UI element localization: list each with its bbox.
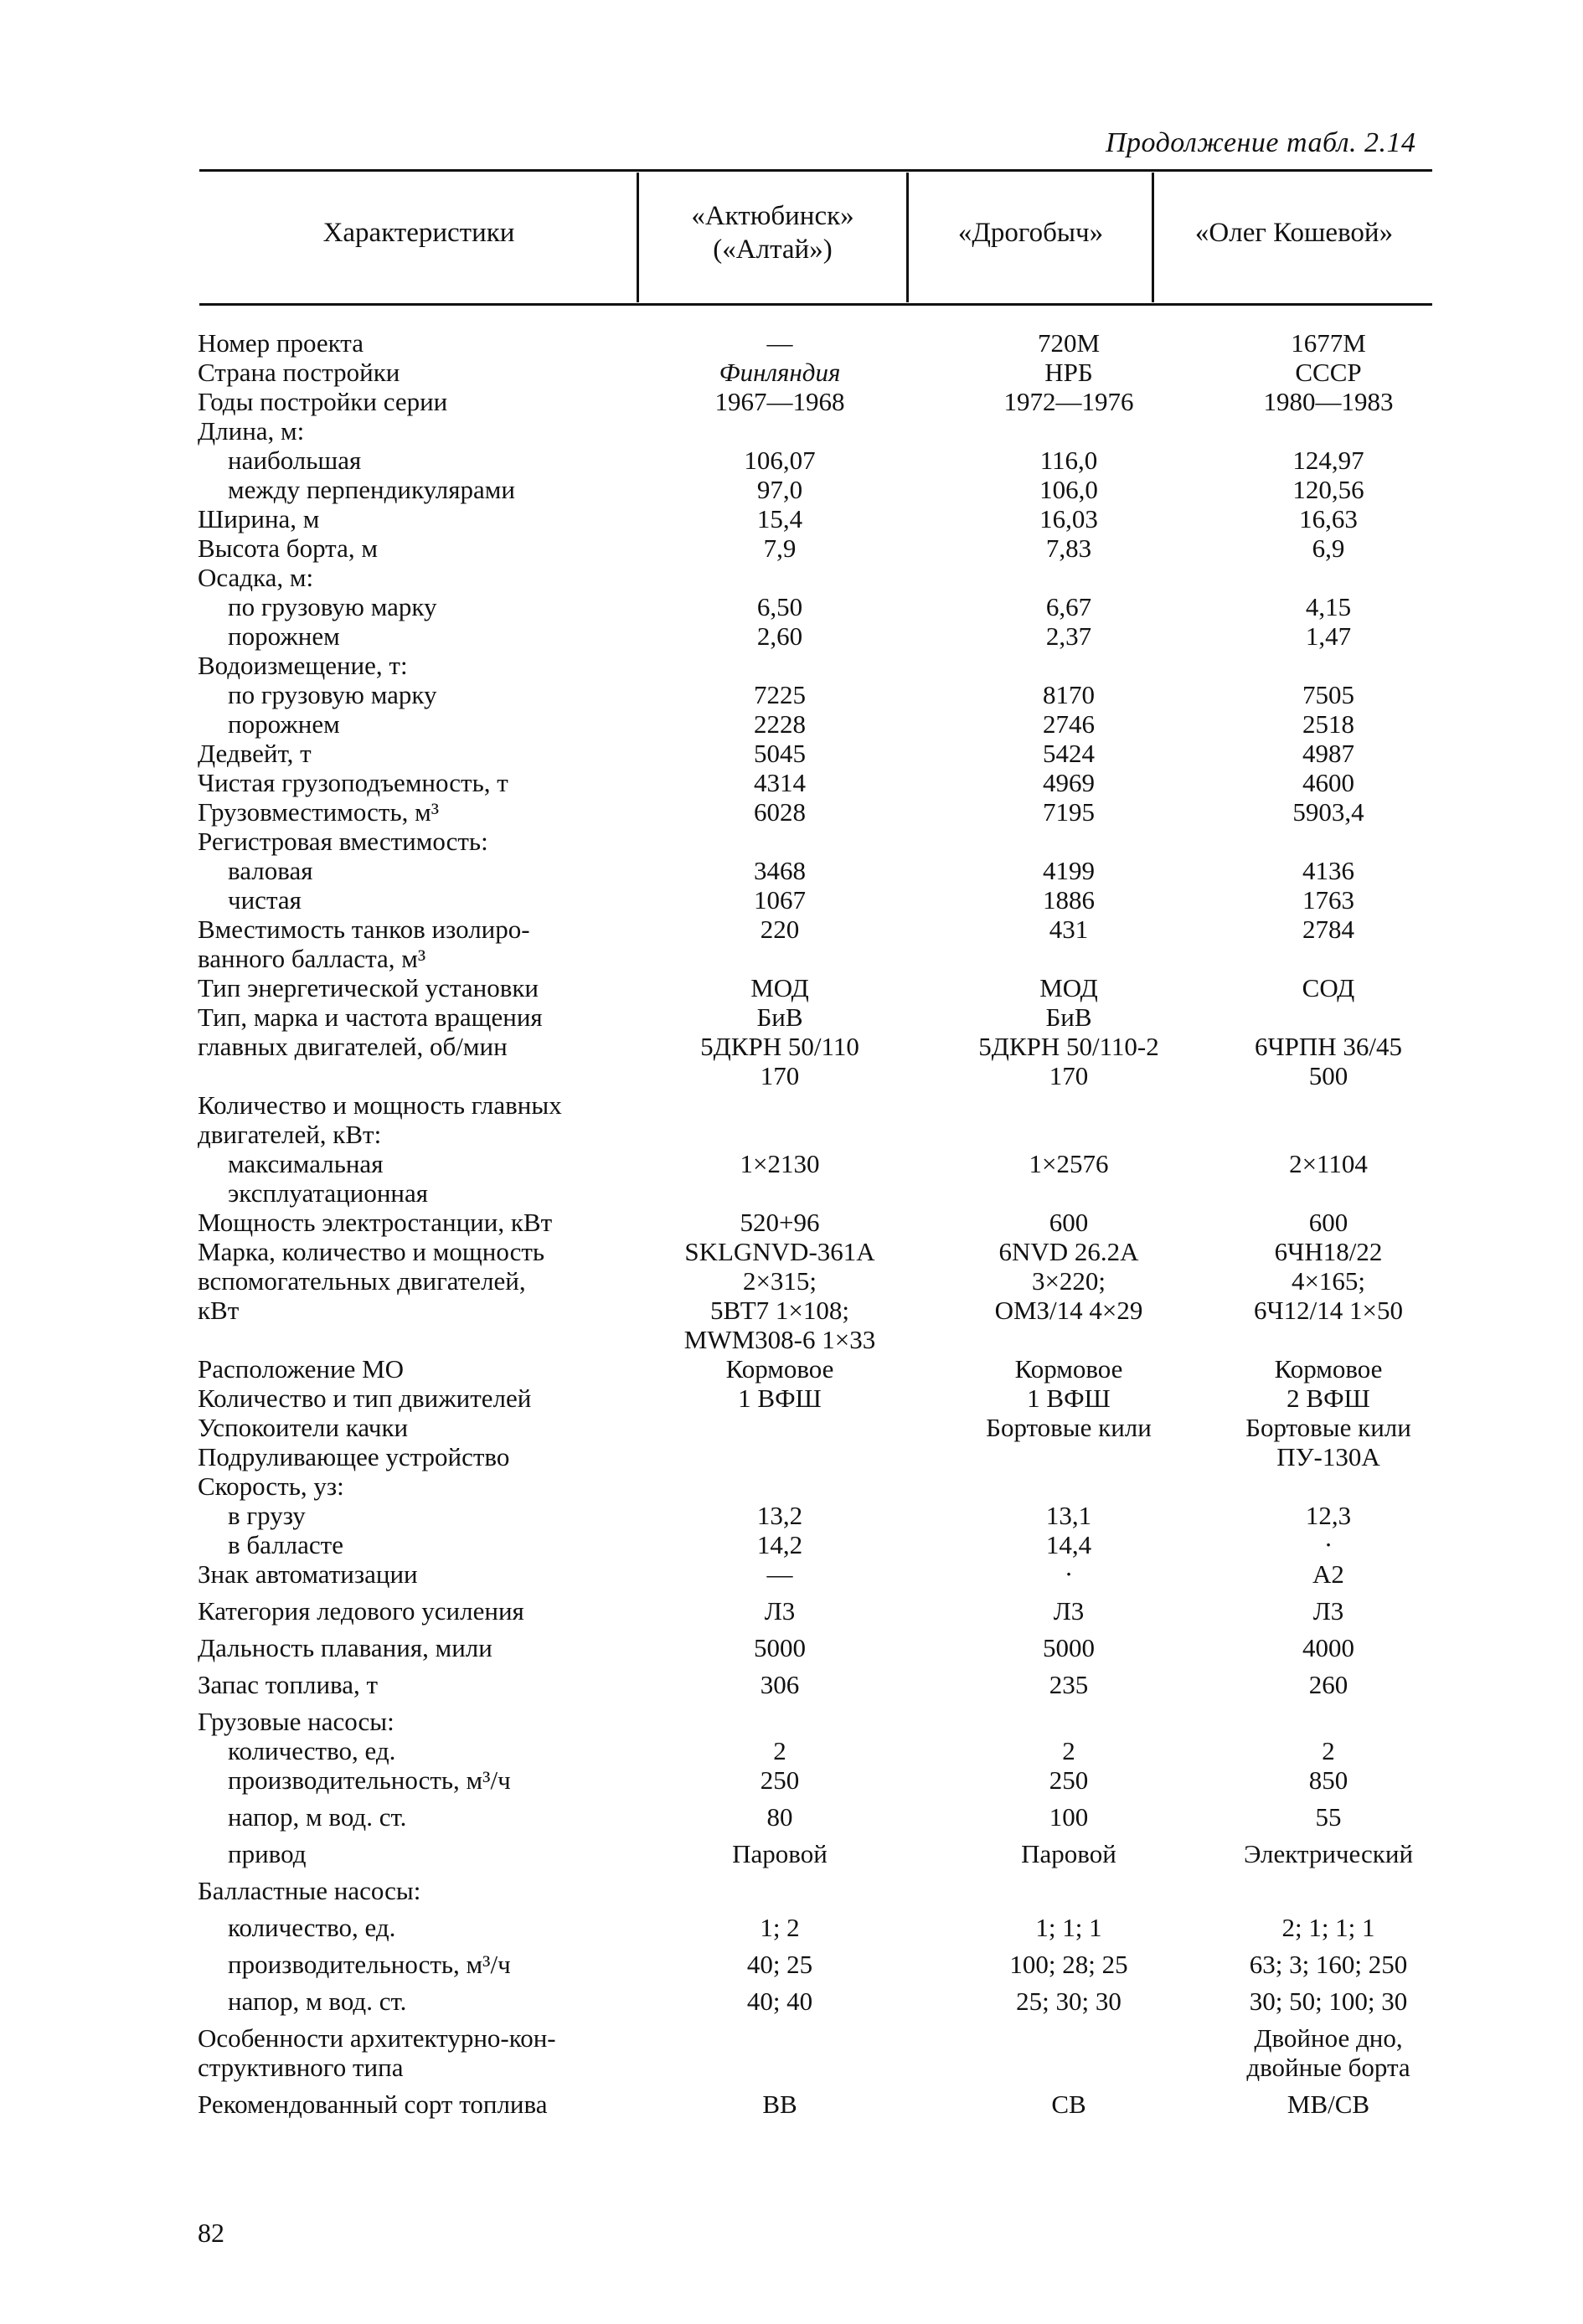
cell-c2: 1886 — [1043, 885, 1095, 915]
row-label: Запас топлива, т — [198, 1670, 379, 1699]
cell-c2: 13,1 — [1045, 1501, 1092, 1530]
row-label: Категория ледового усиления — [198, 1596, 524, 1626]
row-label: двигателей, кВт: — [198, 1120, 382, 1149]
table-row — [198, 2023, 1437, 2053]
row-label: напор, м вод. ст. — [228, 1802, 407, 1832]
table-row — [198, 475, 1437, 504]
cell-c2: 170 — [1049, 1061, 1089, 1090]
column-divider-3 — [1152, 173, 1154, 302]
table-row — [198, 1736, 1437, 1765]
cell-c3: 2 ВФШ — [1287, 1384, 1370, 1413]
cell-c2: 1972—1976 — [1003, 387, 1134, 416]
cell-c2: 2 — [1062, 1736, 1075, 1765]
row-label: по грузовую марку — [228, 680, 437, 709]
cell-c3: 6ЧН18/22 — [1274, 1237, 1383, 1266]
cell-c3: 120,56 — [1292, 475, 1364, 504]
cell-c3: А2 — [1312, 1559, 1344, 1589]
table-row — [198, 1413, 1437, 1442]
table-row — [198, 1120, 1437, 1149]
cell-c3: 30; 50; 100; 30 — [1249, 1986, 1408, 2016]
cell-c3: 600 — [1308, 1208, 1348, 1237]
row-label: Ширина, м — [198, 504, 320, 533]
row-label: Количество и тип движителей — [198, 1384, 532, 1413]
cell-c1: 7225 — [754, 680, 806, 709]
column-divider-2 — [906, 173, 909, 302]
cell-c1: 4314 — [754, 768, 806, 797]
cell-c3: Электрический — [1243, 1839, 1414, 1868]
row-label: Страна постройки — [198, 358, 400, 387]
table-row — [198, 504, 1437, 533]
row-label: Рекомендованный сорт топлива — [198, 2090, 548, 2119]
table-row — [198, 1670, 1437, 1707]
cell-c2: Бортовые кили — [986, 1413, 1152, 1442]
row-label: Марка, количество и мощность — [198, 1237, 545, 1266]
cell-c1: 3468 — [754, 856, 806, 885]
cell-c1: Л3 — [764, 1596, 796, 1626]
table-row — [198, 1950, 1437, 1986]
cell-c2: 1×2576 — [1029, 1149, 1109, 1178]
row-label: максимальная — [228, 1149, 384, 1178]
cell-c3: 260 — [1308, 1670, 1348, 1699]
cell-c1: ВВ — [762, 2090, 797, 2119]
row-label: ванного балласта, м³ — [198, 944, 426, 973]
table-row — [198, 1765, 1437, 1802]
table-row — [198, 973, 1437, 1002]
row-label: кВт — [198, 1296, 240, 1325]
table-row — [198, 1237, 1437, 1266]
table-row — [198, 1149, 1437, 1178]
row-label: Дедвейт, т — [198, 739, 312, 768]
table-row — [198, 827, 1437, 856]
cell-c3: 124,97 — [1292, 446, 1364, 475]
table-row — [198, 592, 1437, 621]
table-header-rule — [199, 303, 1432, 306]
cell-c1: 2228 — [754, 709, 806, 739]
cell-c3: 6Ч12/14 1×50 — [1254, 1296, 1403, 1325]
table-row — [198, 1876, 1437, 1913]
table-row — [198, 1559, 1437, 1596]
cell-c2: 6,67 — [1045, 592, 1092, 621]
cell-c1: 306 — [760, 1670, 800, 1699]
table-row — [198, 1530, 1437, 1559]
table-row — [198, 1442, 1437, 1471]
table-row — [198, 358, 1437, 387]
row-label: производительность, м³/ч — [228, 1950, 511, 1979]
cell-c1: 14,2 — [756, 1530, 803, 1559]
table-row — [198, 621, 1437, 651]
cell-c2: Кормовое — [1014, 1354, 1123, 1384]
cell-c1: 40; 25 — [746, 1950, 813, 1979]
table-row — [198, 1986, 1437, 2023]
row-label: количество, ед. — [228, 1913, 396, 1942]
row-label: Знак автоматизации — [198, 1559, 418, 1589]
row-label: вспомогательных двигателей, — [198, 1266, 526, 1296]
table-row — [198, 1002, 1437, 1032]
table-row — [198, 1913, 1437, 1950]
row-label: количество, ед. — [228, 1736, 396, 1765]
table-row — [198, 1384, 1437, 1413]
cell-c3: Кормовое — [1274, 1354, 1383, 1384]
cell-c2: 3×220; — [1031, 1266, 1106, 1296]
cell-c1: 7,9 — [763, 533, 797, 563]
cell-c2: 25; 30; 30 — [1016, 1986, 1122, 2016]
cell-c3: МВ/СВ — [1287, 2090, 1370, 2119]
cell-c1: 5045 — [754, 739, 806, 768]
cell-c1: 2,60 — [756, 621, 803, 651]
cell-c2: 1; 1; 1 — [1035, 1913, 1102, 1942]
cell-c1: 6,50 — [756, 592, 803, 621]
cell-c1: SKLGNVD-361A — [684, 1237, 875, 1266]
cell-c1: 220 — [760, 915, 800, 944]
cell-c2: СВ — [1051, 2090, 1086, 2119]
cell-c1: 97,0 — [756, 475, 803, 504]
table-body — [198, 328, 1437, 2126]
row-label: Скорость, уз: — [198, 1471, 344, 1501]
row-label: Подруливающее устройство — [198, 1442, 510, 1471]
cell-c3: 55 — [1315, 1802, 1342, 1832]
table-row — [198, 915, 1437, 944]
cell-c3: 1763 — [1302, 885, 1354, 915]
table-row — [198, 1354, 1437, 1384]
row-label: в грузу — [228, 1501, 306, 1530]
row-label: между перпендикулярами — [228, 475, 515, 504]
cell-c3: Двойное дно, — [1254, 2023, 1403, 2053]
cell-c2: 100 — [1049, 1802, 1089, 1832]
row-label: наибольшая — [228, 446, 362, 475]
cell-c2: 16,03 — [1039, 504, 1098, 533]
cell-c1: — — [766, 1559, 793, 1589]
table-row — [198, 2053, 1437, 2090]
cell-c3: 4×165; — [1291, 1266, 1366, 1296]
cell-c2: 7,83 — [1045, 533, 1092, 563]
table-row — [198, 1633, 1437, 1670]
table-row — [198, 1208, 1437, 1237]
row-label: Вместимость танков изолиро- — [198, 915, 530, 944]
cell-c2: 5ДКРН 50/110-2 — [978, 1032, 1159, 1061]
table-row — [198, 1501, 1437, 1530]
header-col2: «Дрогобыч» — [957, 218, 1104, 248]
cell-c2: МОД — [1039, 973, 1098, 1002]
cell-c3: 2×1104 — [1289, 1149, 1368, 1178]
cell-c3: Л3 — [1312, 1596, 1344, 1626]
cell-c1: 1 ВФШ — [738, 1384, 822, 1413]
cell-c3: 5903,4 — [1292, 797, 1364, 827]
cell-c3: СССР — [1295, 358, 1362, 387]
table-row — [198, 1471, 1437, 1501]
table-row — [198, 1839, 1437, 1876]
cell-c1: 13,2 — [756, 1501, 803, 1530]
table-row — [198, 739, 1437, 768]
row-label: порожнем — [228, 621, 340, 651]
cell-c1: 5000 — [754, 1633, 806, 1662]
table-row — [198, 768, 1437, 797]
cell-c2: 100; 28; 25 — [1009, 1950, 1128, 1979]
table-row — [198, 2090, 1437, 2126]
cell-c1: 1967—1968 — [714, 387, 845, 416]
table-row — [198, 680, 1437, 709]
cell-c1: 6028 — [754, 797, 806, 827]
column-divider-1 — [637, 173, 639, 302]
cell-c2: 4969 — [1043, 768, 1095, 797]
cell-c1: 2×315; — [742, 1266, 817, 1296]
cell-c1: 1×2130 — [740, 1149, 820, 1178]
row-label: Водоизмещение, т: — [198, 651, 408, 680]
row-label: Длина, м: — [198, 416, 305, 446]
cell-c2: 5000 — [1043, 1633, 1095, 1662]
cell-c1: 1067 — [754, 885, 806, 915]
cell-c2: 116,0 — [1039, 446, 1098, 475]
cell-c2: 250 — [1049, 1765, 1089, 1795]
cell-c2: 4199 — [1043, 856, 1095, 885]
cell-c1: 15,4 — [756, 504, 803, 533]
row-label: Осадка, м: — [198, 563, 314, 592]
table-row — [198, 328, 1437, 358]
cell-c1: 40; 40 — [746, 1986, 813, 2016]
row-label: чистая — [228, 885, 302, 915]
cell-c1: 520+96 — [740, 1208, 820, 1237]
table-row — [198, 533, 1437, 563]
row-label: валовая — [228, 856, 313, 885]
header-col3: «Олег Кошевой» — [1194, 218, 1394, 248]
table-row — [198, 856, 1437, 885]
cell-c3: 6,9 — [1312, 533, 1345, 563]
row-label: структивного типа — [198, 2053, 404, 2082]
row-label: Номер проекта — [198, 328, 364, 358]
row-label: напор, м вод. ст. — [228, 1986, 407, 2016]
cell-c1: 2 — [773, 1736, 786, 1765]
cell-c2: · — [1064, 1559, 1074, 1589]
row-label: Количество и мощность главных — [198, 1090, 562, 1120]
row-label: привод — [228, 1839, 307, 1868]
row-label: Мощность электростанции, кВт — [198, 1208, 553, 1237]
cell-c2: 600 — [1049, 1208, 1089, 1237]
cell-c2: 2,37 — [1045, 621, 1092, 651]
cell-c3: 2; 1; 1; 1 — [1281, 1913, 1375, 1942]
cell-c3: 1980—1983 — [1263, 387, 1394, 416]
table-top-rule — [199, 169, 1432, 172]
cell-c3: 12,3 — [1305, 1501, 1352, 1530]
row-label: Грузовые насосы: — [198, 1707, 394, 1736]
cell-c2: Паровой — [1021, 1839, 1116, 1868]
cell-c2: 431 — [1049, 915, 1089, 944]
cell-c2: НРБ — [1044, 358, 1093, 387]
table-row — [198, 387, 1437, 416]
row-label: Грузовместимость, м³ — [198, 797, 440, 827]
row-label: порожнем — [228, 709, 340, 739]
row-label: главных двигателей, об/мин — [198, 1032, 508, 1061]
table-row — [198, 1325, 1437, 1354]
row-label: Тип, марка и частота вращения — [198, 1002, 543, 1032]
cell-c2: БиВ — [1045, 1002, 1092, 1032]
cell-c1: БиВ — [756, 1002, 803, 1032]
row-label: Высота борта, м — [198, 533, 378, 563]
row-label: в балласте — [228, 1530, 343, 1559]
table-row — [198, 1802, 1437, 1839]
table-row — [198, 1596, 1437, 1633]
cell-c2: 235 — [1049, 1670, 1089, 1699]
cell-c3: 2518 — [1302, 709, 1354, 739]
table-caption: Продолжение табл. 2.14 — [1106, 127, 1416, 158]
table-row — [198, 944, 1437, 973]
cell-c2: Л3 — [1053, 1596, 1085, 1626]
cell-c3: Бортовые кили — [1245, 1413, 1411, 1442]
table-row — [198, 1090, 1437, 1120]
table-row — [198, 1266, 1437, 1296]
cell-c2: 720М — [1037, 328, 1101, 358]
cell-c2: 2746 — [1043, 709, 1095, 739]
row-label: по грузовую марку — [228, 592, 437, 621]
cell-c3: СОД — [1302, 973, 1355, 1002]
cell-c2: ОМЗ/14 4×29 — [994, 1296, 1143, 1325]
header-col1-line2: («Алтай») — [713, 234, 833, 265]
cell-c1: Кормовое — [725, 1354, 834, 1384]
cell-c3: 6ЧРПН 36/45 — [1254, 1032, 1403, 1061]
page-number: 82 — [198, 2218, 224, 2248]
table-row — [198, 885, 1437, 915]
header-col1-line1: «Актюбинск» — [691, 201, 854, 231]
cell-c1: 5ВТ7 1×108; — [709, 1296, 850, 1325]
cell-c3: 2 — [1322, 1736, 1335, 1765]
row-label: эксплуатационная — [228, 1178, 429, 1208]
header-col1 — [645, 199, 900, 266]
cell-c2: 14,4 — [1045, 1530, 1092, 1559]
table-row — [198, 709, 1437, 739]
table-row — [198, 1178, 1437, 1208]
row-label: Тип энергетической установки — [198, 973, 539, 1002]
row-label: Расположение МО — [198, 1354, 405, 1384]
row-label: Годы постройки серии — [198, 387, 448, 416]
cell-c3: · — [1323, 1530, 1333, 1559]
cell-c3: 1,47 — [1305, 621, 1352, 651]
row-label: Балластные насосы: — [198, 1876, 421, 1905]
row-label: Успокоители качки — [198, 1413, 409, 1442]
table-row — [198, 1032, 1437, 1061]
cell-c1: 170 — [760, 1061, 800, 1090]
cell-c3: 2784 — [1302, 915, 1354, 944]
cell-c1: Паровой — [732, 1839, 828, 1868]
cell-c3: 7505 — [1302, 680, 1354, 709]
table-row — [198, 416, 1437, 446]
cell-c2: 6NVD 26.2A — [998, 1237, 1139, 1266]
cell-c1: MWM308-6 1×33 — [683, 1325, 876, 1354]
cell-c1: 250 — [760, 1765, 800, 1795]
cell-c1: МОД — [750, 973, 809, 1002]
row-label: Чистая грузоподъемность, т — [198, 768, 508, 797]
row-label: Регистровая вместимость: — [198, 827, 488, 856]
cell-c1: 80 — [766, 1802, 793, 1832]
cell-c2: 1 ВФШ — [1027, 1384, 1111, 1413]
cell-c2: 5424 — [1043, 739, 1095, 768]
cell-c3: 16,63 — [1299, 504, 1358, 533]
cell-c2: 8170 — [1043, 680, 1095, 709]
cell-c2: 106,0 — [1039, 475, 1098, 504]
cell-c3: 4000 — [1302, 1633, 1354, 1662]
cell-c1: 1; 2 — [760, 1913, 800, 1942]
row-label: Особенности архитектурно-кон- — [198, 2023, 556, 2053]
cell-c1: — — [766, 328, 793, 358]
cell-c1: 5ДКРН 50/110 — [700, 1032, 859, 1061]
table-row — [198, 1296, 1437, 1325]
cell-c3: 500 — [1308, 1061, 1348, 1090]
row-label: производительность, м³/ч — [228, 1765, 511, 1795]
cell-c2: 7195 — [1043, 797, 1095, 827]
cell-c3: двойные борта — [1246, 2053, 1410, 2082]
cell-c1: Финляндия — [719, 358, 841, 387]
cell-c3: 4,15 — [1305, 592, 1352, 621]
table-row — [198, 797, 1437, 827]
table-row — [198, 651, 1437, 680]
table-row — [198, 1061, 1437, 1090]
cell-c3: 63; 3; 160; 250 — [1249, 1950, 1408, 1979]
row-label: Дальность плавания, мили — [198, 1633, 492, 1662]
cell-c3: ПУ-130А — [1276, 1442, 1380, 1471]
cell-c3: 1677М — [1291, 328, 1366, 358]
header-characteristics: Характеристики — [322, 218, 515, 248]
cell-c3: 4600 — [1302, 768, 1354, 797]
cell-c3: 4987 — [1302, 739, 1354, 768]
table-row — [198, 446, 1437, 475]
table-row — [198, 1707, 1437, 1736]
cell-c3: 4136 — [1302, 856, 1354, 885]
cell-c1: 106,07 — [744, 446, 816, 475]
table-row — [198, 563, 1437, 592]
cell-c3: 850 — [1308, 1765, 1348, 1795]
